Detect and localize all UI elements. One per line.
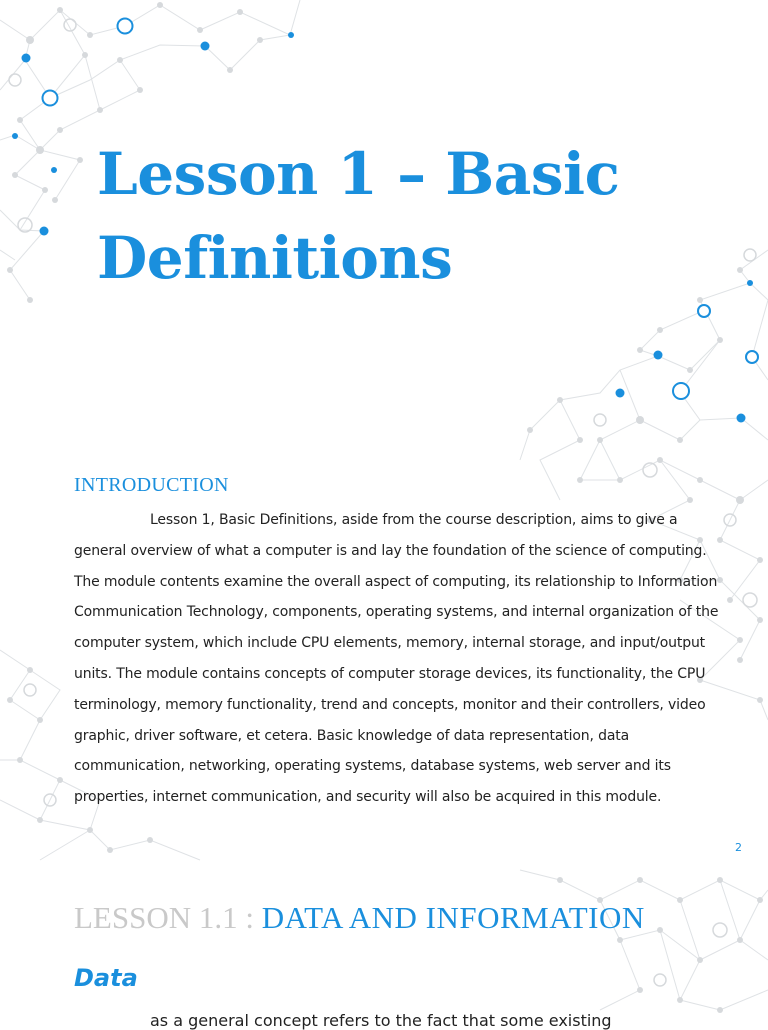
page-title: Lesson 1 – Basic Definitions (97, 140, 620, 292)
lesson-heading (74, 900, 645, 936)
introduction-paragraph: Lesson 1, Basic Definitions, aside from the course description, aims to give a general overview of what a computer is and lay the foundation of the science of computing. The module contents examine the overall aspect of computing, its relationship to Information Communication Technology, components, operating systems, and internal organization of the computer system, which include CPU elements, memory, internal storage, and input/output units. The module contains concepts of computer storage devices, its functionality, the CPU terminology, memory functionality, trend and concepts, monitor and their controllers, video graphic, driver software, et cetera. Basic knowledge of data representation, data communication, networking, operating systems, database systems, web server and its properties, internet communication, and security will also be acquired in this module. (74, 512, 719, 806)
lesson-number: LESSON 1.1 : (74, 900, 262, 935)
page-number: 2 (735, 841, 742, 854)
introduction-heading: INTRODUCTION (74, 474, 229, 496)
lesson-title: DATA AND INFORMATION (261, 900, 645, 935)
data-subheading: Data (74, 964, 138, 992)
data-paragraph-start: as a general concept refers to the fact that some existing (150, 1011, 612, 1030)
